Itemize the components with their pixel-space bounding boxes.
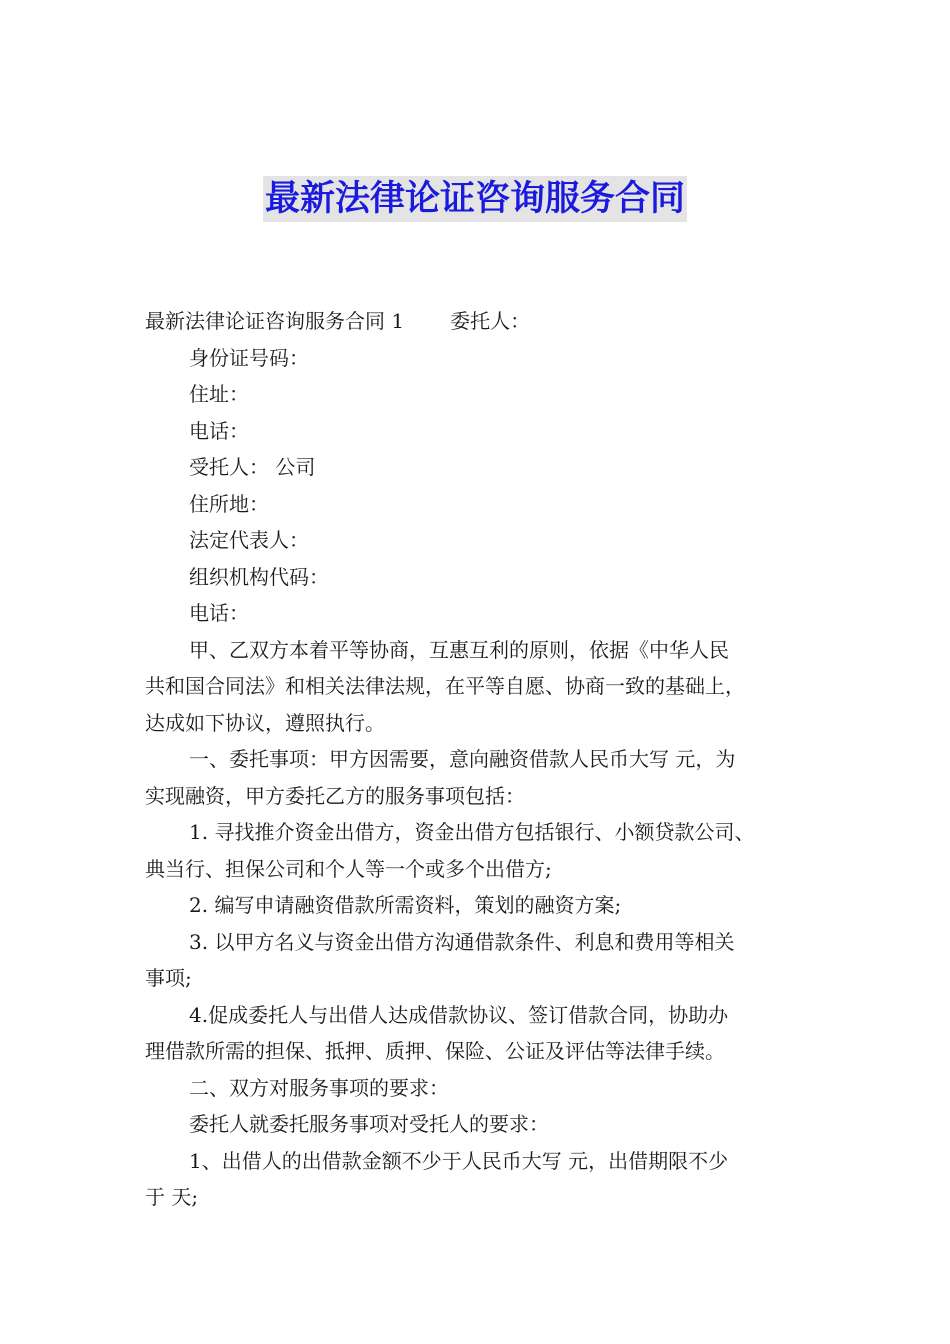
title-container	[0, 176, 950, 222]
id-number-label: 身份证号码：	[189, 345, 309, 370]
document-title: 最新法律论证咨询服务合同	[263, 176, 687, 222]
phone-label-2: 电话：	[189, 601, 249, 625]
section-2-heading: 二、双方对服务事项的要求：	[189, 1075, 449, 1100]
principal-label: 委托人：	[450, 309, 531, 333]
item-1-line2: 典当行、担保公司和个人等一个或多个出借方;	[145, 856, 552, 881]
requirements-intro: 委托人就委托服务事项对受托人的要求：	[189, 1112, 549, 1136]
first-line	[145, 303, 810, 340]
para-preamble-line2: 共和国合同法》和相关法律法规，在平等自愿、协商一致的基础上，	[145, 674, 745, 698]
para-preamble-line1: 甲、乙双方本着平等协商，互惠互利的原则，依据《中华人民	[189, 637, 729, 662]
para-preamble-line3: 达成如下协议，遵照执行。	[145, 710, 385, 735]
trustee-label: 受托人： 公司	[189, 455, 316, 479]
requirement-1-line2: 于 天;	[145, 1185, 199, 1209]
domicile-label: 住所地：	[189, 491, 269, 516]
item-4-line2: 理借款所需的担保、抵押、质押、保险、公证及评估等法律手续。	[145, 1039, 725, 1063]
address-label: 住址：	[189, 382, 249, 406]
document-body	[145, 303, 810, 1216]
item-3-line1: 3. 以甲方名义与资金出借方沟通借款条件、利息和费用等相关	[189, 929, 735, 954]
requirement-1-line1: 1、出借人的出借款金额不少于人民币大写 元，出借期限不少	[189, 1148, 729, 1173]
item-1-line1: 1. 寻找推介资金出借方，资金出借方包括银行、小额贷款公司、	[189, 820, 755, 844]
contract-heading-1: 最新法律论证咨询服务合同 1	[145, 309, 405, 333]
para-entrust-line1: 一、委托事项：甲方因需要，意向融资借款人民币大写 元，为	[189, 747, 736, 771]
item-2-line1: 2. 编写申请融资借款所需资料，策划的融资方案;	[189, 893, 622, 917]
legal-rep-label: 法定代表人：	[189, 528, 309, 552]
org-code-label: 组织机构代码：	[189, 564, 329, 589]
item-3-line2: 事项;	[145, 966, 192, 990]
para-entrust-line2: 实现融资，甲方委托乙方的服务事项包括：	[145, 783, 525, 808]
item-4-line1: 4.促成委托人与出借人达成借款协议、签订借款合同，协助办	[189, 1002, 729, 1027]
phone-label-1: 电话：	[189, 418, 249, 443]
